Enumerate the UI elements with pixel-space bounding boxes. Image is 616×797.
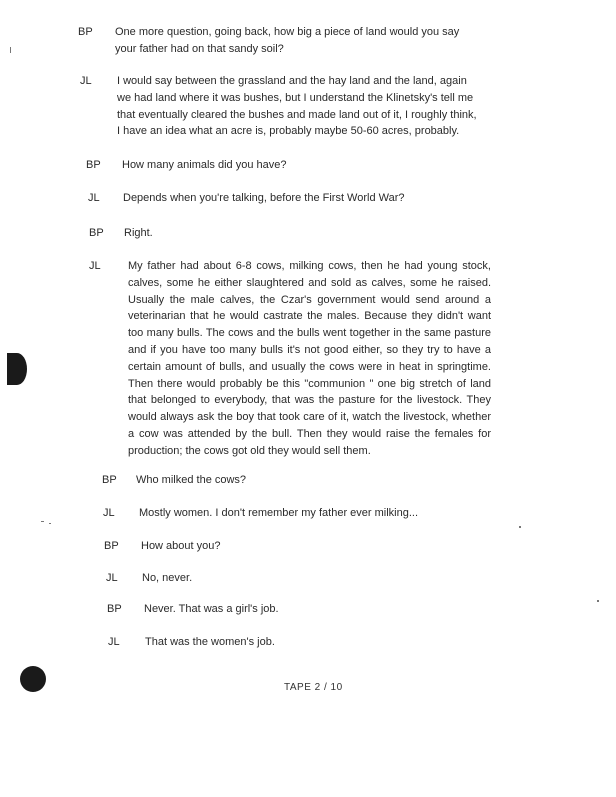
speaker-label: BP — [102, 474, 117, 486]
scan-speck — [41, 521, 44, 522]
speaker-label: JL — [106, 572, 118, 584]
scan-speck — [49, 523, 51, 524]
speaker-label: JL — [108, 636, 120, 648]
speaker-label: BP — [104, 540, 119, 552]
turn-text: How many animals did you have? — [122, 159, 287, 171]
turn-text: I would say between the grassland and the hay land and the land, again we had land where it was bushes, but I understand the Klinetsky's tell me that eventually cleared the bushes and made land out of it, I roughly think, I have an idea what an acre is, probably maybe 50-60 acres, probably. — [117, 75, 477, 138]
turn-text: One more question, going back, how big a piece of land would you say your father had on that sandy soil? — [115, 26, 460, 55]
scan-speck — [597, 600, 599, 602]
turn-text: My father had about 6-8 cows, milking cows, then he had young stock, calves, some he either slaughtered and sold as calves, some he raised. Usually the male calves, the Czar's government would send around a veterinarian that he would castrate the males. Because they didn't want too many bulls. The cows and the bulls went together in the same pasture and if you have too many bulls it's not good either, so they try to have a certain amount of bulls, and usually the cows were in heat in springtime. Then there would probably be this "communion " one big stretch of land that belonged to everybody, that was the pasture for the livestock. They would always ask the boy that took care of it, watch the livestock, whether a cow was attended by the bull. Then they would raise the females for production; the cows got old they would sell them. — [128, 260, 491, 457]
speaker-label: JL — [80, 75, 92, 87]
punch-hole-mark — [7, 353, 27, 385]
page-footer: TAPE 2 / 10 — [284, 682, 343, 693]
punch-hole-mark — [20, 666, 46, 692]
speaker-label: BP — [78, 26, 93, 38]
turn-text: How about you? — [141, 540, 221, 552]
speaker-label: JL — [88, 192, 100, 204]
speaker-label: BP — [89, 227, 104, 239]
turn-text: Mostly women. I don't remember my father ever milking... — [139, 507, 419, 519]
turn-text: Right. — [124, 227, 153, 239]
speaker-label: JL — [89, 260, 101, 272]
turn-text: Depends when you're talking, before the First World War? — [123, 192, 405, 204]
turn-text: That was the women's job. — [145, 636, 275, 648]
turn-text: Who milked the cows? — [136, 474, 247, 486]
turn-text: Never. That was a girl's job. — [144, 603, 279, 615]
scan-speck — [10, 47, 11, 53]
speaker-label: BP — [107, 603, 122, 615]
speaker-label: BP — [86, 159, 101, 171]
turn-text: No, never. — [142, 572, 193, 584]
scan-speck — [519, 526, 521, 528]
speaker-label: JL — [103, 507, 115, 519]
